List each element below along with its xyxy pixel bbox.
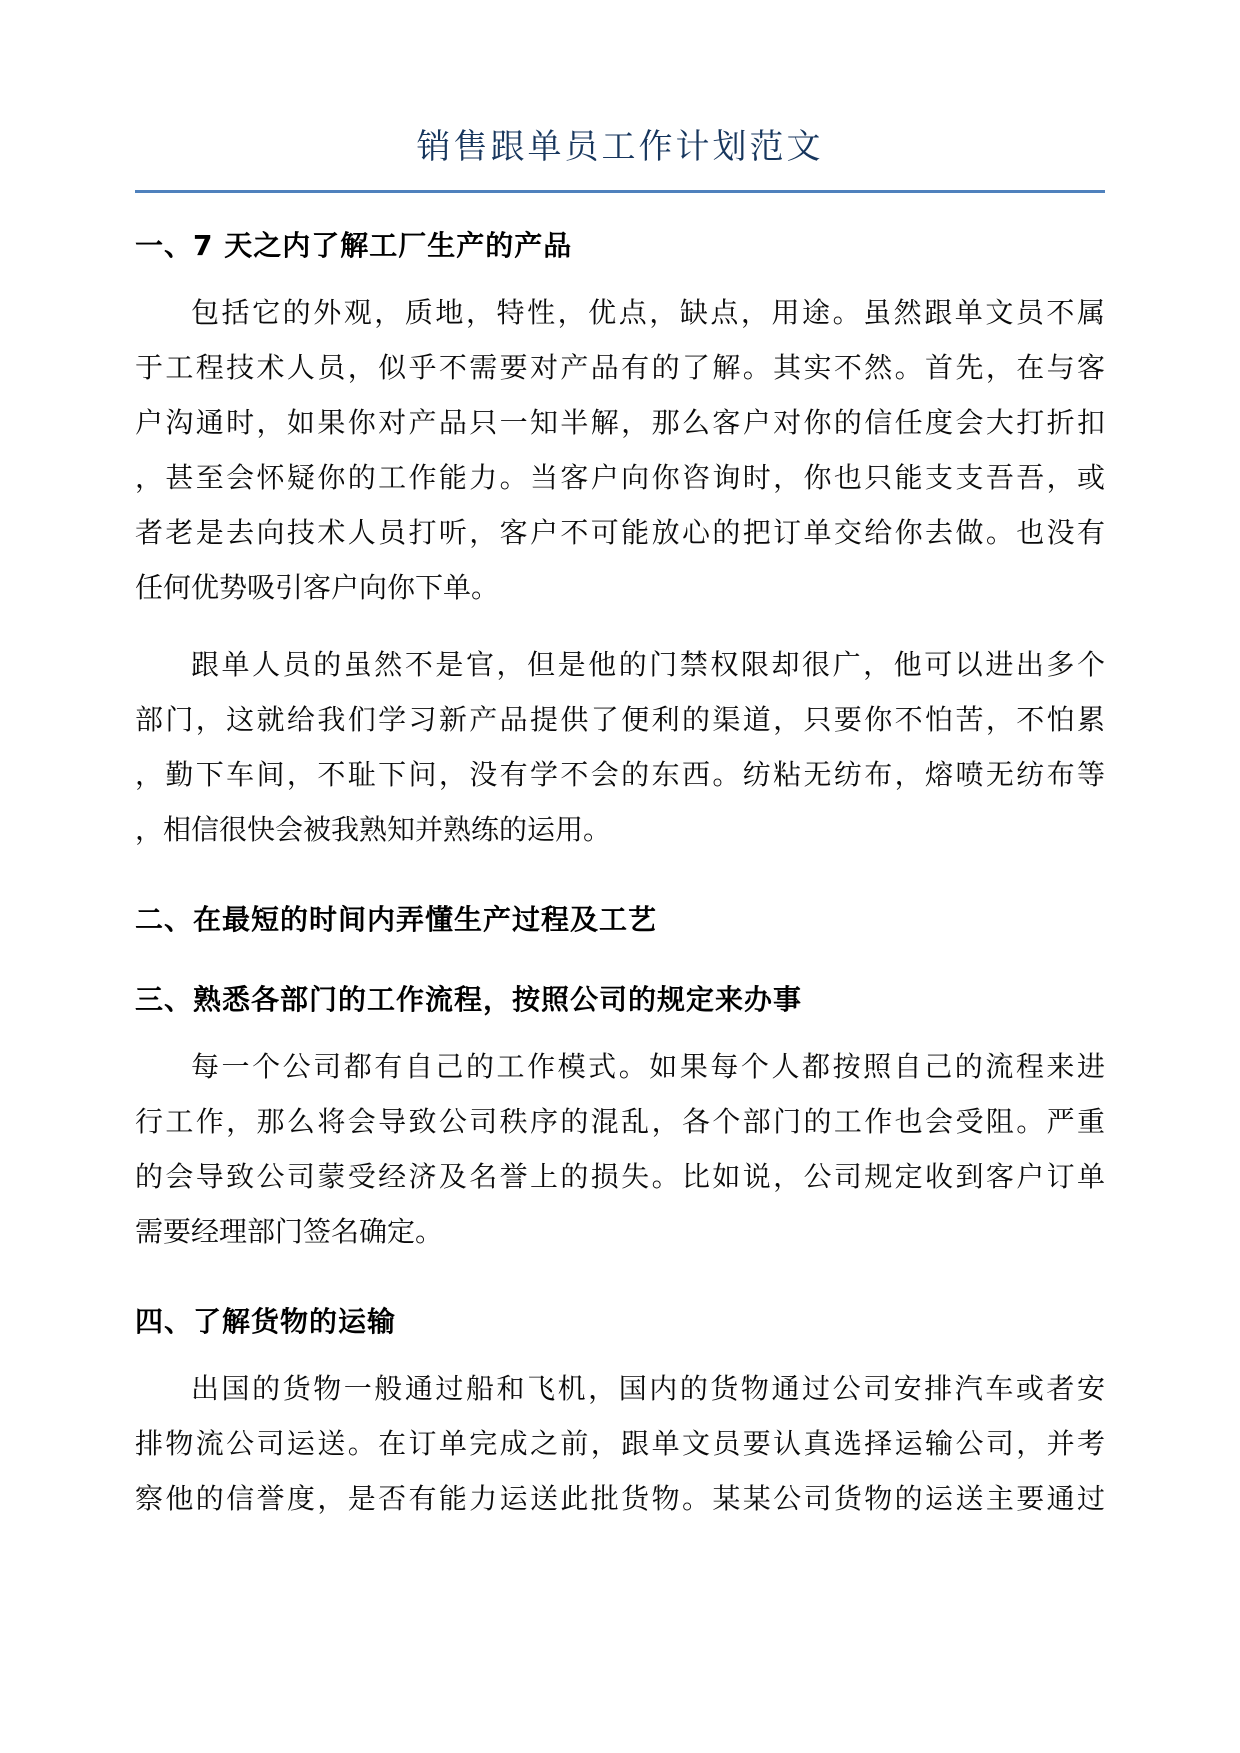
- text-line: ，甚至会怀疑你的工作能力。当客户向你咨询时，你也只能支支吾吾，或: [135, 461, 1105, 494]
- text-line: 出国的货物一般通过船和飞机，国内的货物通过公司安排汽车或者安: [191, 1372, 1105, 1405]
- document-title: 销售跟单员工作计划范文: [416, 127, 824, 167]
- text-line: 者老是去向技术人员打听，客户不可能放心的把订单交给你去做。也没有: [135, 516, 1105, 549]
- text-line: 排物流公司运送。在订单完成之前，跟单文员要认真选择运输公司，并考: [135, 1427, 1105, 1460]
- text-line: 的会导致公司蒙受经济及名誉上的损失。比如说，公司规定收到客户订单: [135, 1160, 1105, 1193]
- text-line: 行工作，那么将会导致公司秩序的混乱，各个部门的工作也会受阻。严重: [135, 1105, 1105, 1138]
- section-heading: 一、7 天之内了解工厂生产的产品: [135, 229, 573, 262]
- text-line: ，勤下车间，不耻下问，没有学不会的东西。纺粘无纺布，熔喷无纺布等: [135, 758, 1105, 791]
- title-block: [135, 118, 1105, 193]
- body-paragraph: [135, 285, 1105, 615]
- text-line: ，相信很快会被我熟知并熟练的运用。: [135, 813, 612, 846]
- text-line: 包括它的外观，质地，特性，优点，缺点，用途。虽然跟单文员不属: [191, 296, 1105, 329]
- section-heading: 二、在最短的时间内弄懂生产过程及工艺: [135, 903, 658, 936]
- text-line: 每一个公司都有自己的工作模式。如果每个人都按照自己的流程来进: [191, 1050, 1105, 1083]
- section-heading: 三、熟悉各部门的工作流程，按照公司的规定来办事: [135, 983, 803, 1016]
- text-line: 于工程技术人员，似乎不需要对产品有的了解。其实不然。首先，在与客: [135, 351, 1105, 384]
- text-line: 部门，这就给我们学习新产品提供了便利的渠道，只要你不怕苦，不怕累: [135, 703, 1105, 736]
- text-line: 跟单人员的虽然不是官，但是他的门禁权限却很广，他可以进出多个: [191, 648, 1105, 681]
- text-line: 需要经理部门签名确定。: [135, 1215, 444, 1248]
- text-line: 察他的信誉度，是否有能力运送此批货物。某某公司货物的运送主要通过: [135, 1482, 1105, 1515]
- section-heading: 四、了解货物的运输: [135, 1305, 397, 1338]
- body-paragraph: [135, 1361, 1105, 1526]
- text-line: 任何优势吸引客户向你下单。: [135, 571, 500, 604]
- body-paragraph: [135, 637, 1105, 857]
- text-line: 户沟通时，如果你对产品只一知半解，那么客户对你的信任度会大打折扣: [135, 406, 1105, 439]
- document-body: [135, 229, 1105, 1526]
- body-paragraph: [135, 1039, 1105, 1259]
